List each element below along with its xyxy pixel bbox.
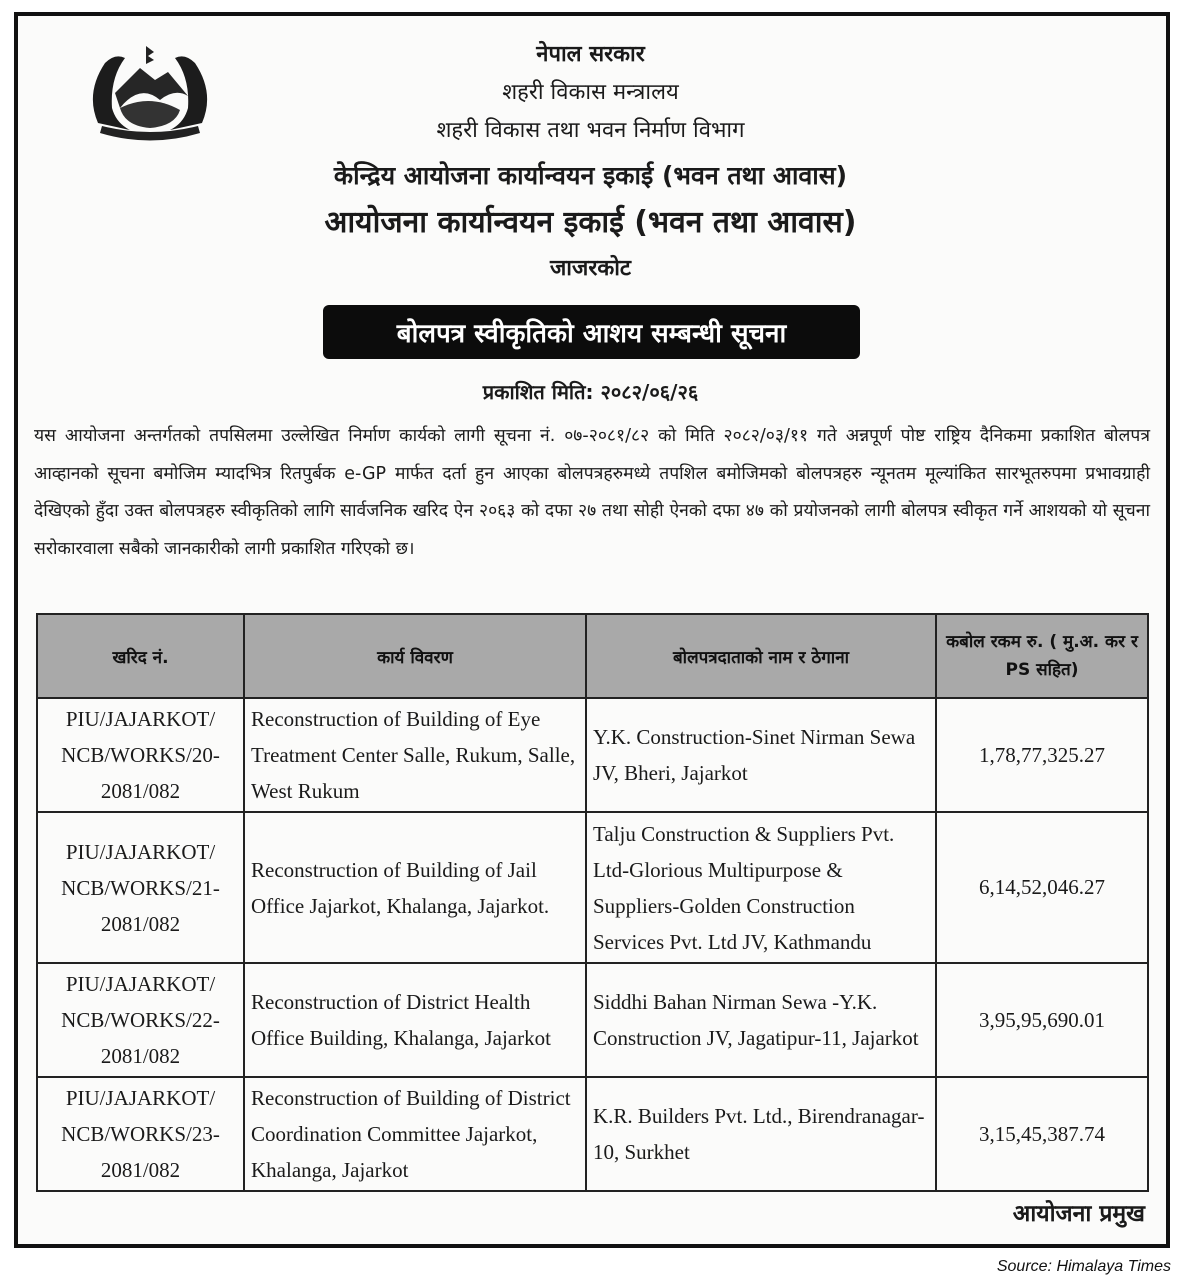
table-row [37, 963, 1148, 1077]
header-bidder-name-address: बोलपत्रदाताको नाम र ठेगाना [586, 614, 936, 698]
bid-amount: 3,95,95,690.01 [936, 963, 1148, 1077]
table-row [37, 812, 1148, 963]
table-header-row [37, 614, 1148, 698]
work-description: Reconstruction of Building of Eye Treatment Center Salle, Rukum, Salle, West Rukum [244, 698, 586, 812]
header-bid-amount: कबोल रकम रु. ( मु.अ. कर र PS सहित) [936, 614, 1148, 698]
work-description: Reconstruction of Building of District Coordination Committee Jajarkot, Khalanga, Jajarkot [244, 1077, 586, 1191]
table-row [37, 698, 1148, 812]
header-department: शहरी विकास तथा भवन निर्माण विभाग [436, 118, 745, 143]
notice-title-banner [323, 305, 860, 359]
source-credit: Source: Himalaya Times [996, 1258, 1171, 1275]
notice-title: बोलपत्र स्वीकृतिको आशय सम्बन्धी सूचना [396, 319, 787, 349]
header-project-unit: आयोजना कार्यान्वयन इकाई (भवन तथा आवास) [324, 205, 857, 240]
procurement-no: PIU/JAJARKOT/ NCB/WORKS/20- 2081/082 [37, 698, 244, 812]
header-location: जाजरकोट [549, 256, 632, 281]
bid-amount: 6,14,52,046.27 [936, 812, 1148, 963]
contracts-table [36, 613, 1149, 1192]
bid-amount: 3,15,45,387.74 [936, 1077, 1148, 1191]
header-central-unit: केन्द्रिय आयोजना कार्यान्वयन इकाई (भवन तथा आवास) [333, 161, 848, 190]
bidder: K.R. Builders Pvt. Ltd., Birendranagar-10, Surkhet [586, 1077, 936, 1191]
header-work-description: कार्य विवरण [244, 614, 586, 698]
bidder: Siddhi Bahan Nirman Sewa -Y.K. Construction JV, Jagatipur-11, Jajarkot [586, 963, 936, 1077]
header-ministry: शहरी विकास मन्त्रालय [502, 80, 679, 105]
bidder: Y.K. Construction-Sinet Nirman Sewa JV, Bheri, Jajarkot [586, 698, 936, 812]
notice-body: यस आयोजना अन्तर्गतको तपसिलमा उल्लेखित निर्माण कार्यको लागी सूचना नं. ०७-२०८१/८२ को मिति २०८२/०३/११ गते अन्नपूर्ण पोष्ट राष्ट्रिय दैनिकमा प्रकाशित बोलपत्र आव्हानको सूचना बमोजिम म्यादभित्र रितपुर्बक e-GP मार्फत दर्ता हुन आएका बोलपत्रहरुमध्ये तपशिल बमोजिमको बोलपत्रहरु न्यूनतम मूल्यांकित सारभूतरुपमा प्रभावग्राही देखिएको हुँदा उक्त बोलपत्रहरु स्वीकृतिको लागि सार्वजनिक खरिद ऐन २०६३ को दफा २७ तथा सोही ऐनको दफा ४७ को प्रयोजनको लागी बोलपत्र स्वीकृत गर्ने आशयको यो सूचना सरोकारवाला सबैको जानकारीको लागी प्रकाशित गरिएको छ। [34, 426, 1150, 559]
published-date: प्रकाशित मिति: २०८२/०६/२६ [482, 380, 699, 404]
bid-amount: 1,78,77,325.27 [936, 698, 1148, 812]
table-row [37, 1077, 1148, 1191]
procurement-no: PIU/JAJARKOT/ NCB/WORKS/23- 2081/082 [37, 1077, 244, 1191]
header-government: नेपाल सरकार [536, 42, 645, 67]
signatory: आयोजना प्रमुख [1012, 1201, 1145, 1227]
procurement-no: PIU/JAJARKOT/ NCB/WORKS/22- 2081/082 [37, 963, 244, 1077]
work-description: Reconstruction of District Health Office Building, Khalanga, Jajarkot [244, 963, 586, 1077]
work-description: Reconstruction of Building of Jail Office Jajarkot, Khalanga, Jajarkot. [244, 812, 586, 963]
header-procurement-no: खरिद नं. [37, 614, 244, 698]
procurement-no: PIU/JAJARKOT/ NCB/WORKS/21- 2081/082 [37, 812, 244, 963]
bidder: Talju Construction & Suppliers Pvt. Ltd-Glorious Multipurpose & Suppliers-Golden Construction Services Pvt. Ltd JV, Kathmandu [586, 812, 936, 963]
